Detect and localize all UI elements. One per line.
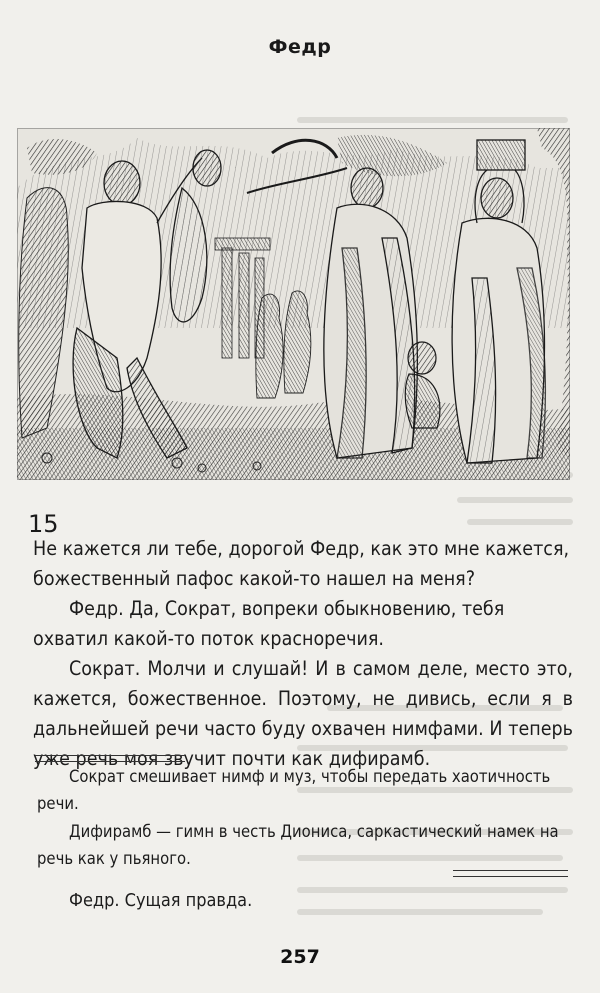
closing-paragraph: Федр. Сущая правда. — [69, 890, 253, 911]
running-head: Федр — [268, 36, 332, 58]
note-rule-top — [35, 755, 185, 762]
note-2: Дифирамб — гимн в честь Диониса, саркастический намек на речь как у пьяного. — [37, 822, 559, 868]
section-number: 15 — [28, 510, 59, 538]
engraving-illustration — [17, 128, 570, 480]
note-rule-bottom — [453, 870, 568, 877]
paragraph-1: Не кажется ли тебе, дорогой Федр, как это мне кажется, божественный пафос какой-то нашел на меня? — [33, 537, 570, 590]
note-1: Сократ смешивает нимф и муз, чтобы передать хаотичность речи. — [37, 767, 551, 813]
paragraph-3: Сократ. Молчи и слушай! И в самом деле, место это, кажется, божественное. Поэтому, не дивись, если я в дальнейшей речи часто буду охвачен нимфами. И теперь уже речь моя звучит почти как дифирамб. — [33, 657, 573, 770]
page-number: 257 — [280, 946, 320, 968]
paragraph-2: Федр. Да, Сократ, вопреки обыкновению, тебя охватил какой-то поток красноречия. — [33, 597, 505, 650]
